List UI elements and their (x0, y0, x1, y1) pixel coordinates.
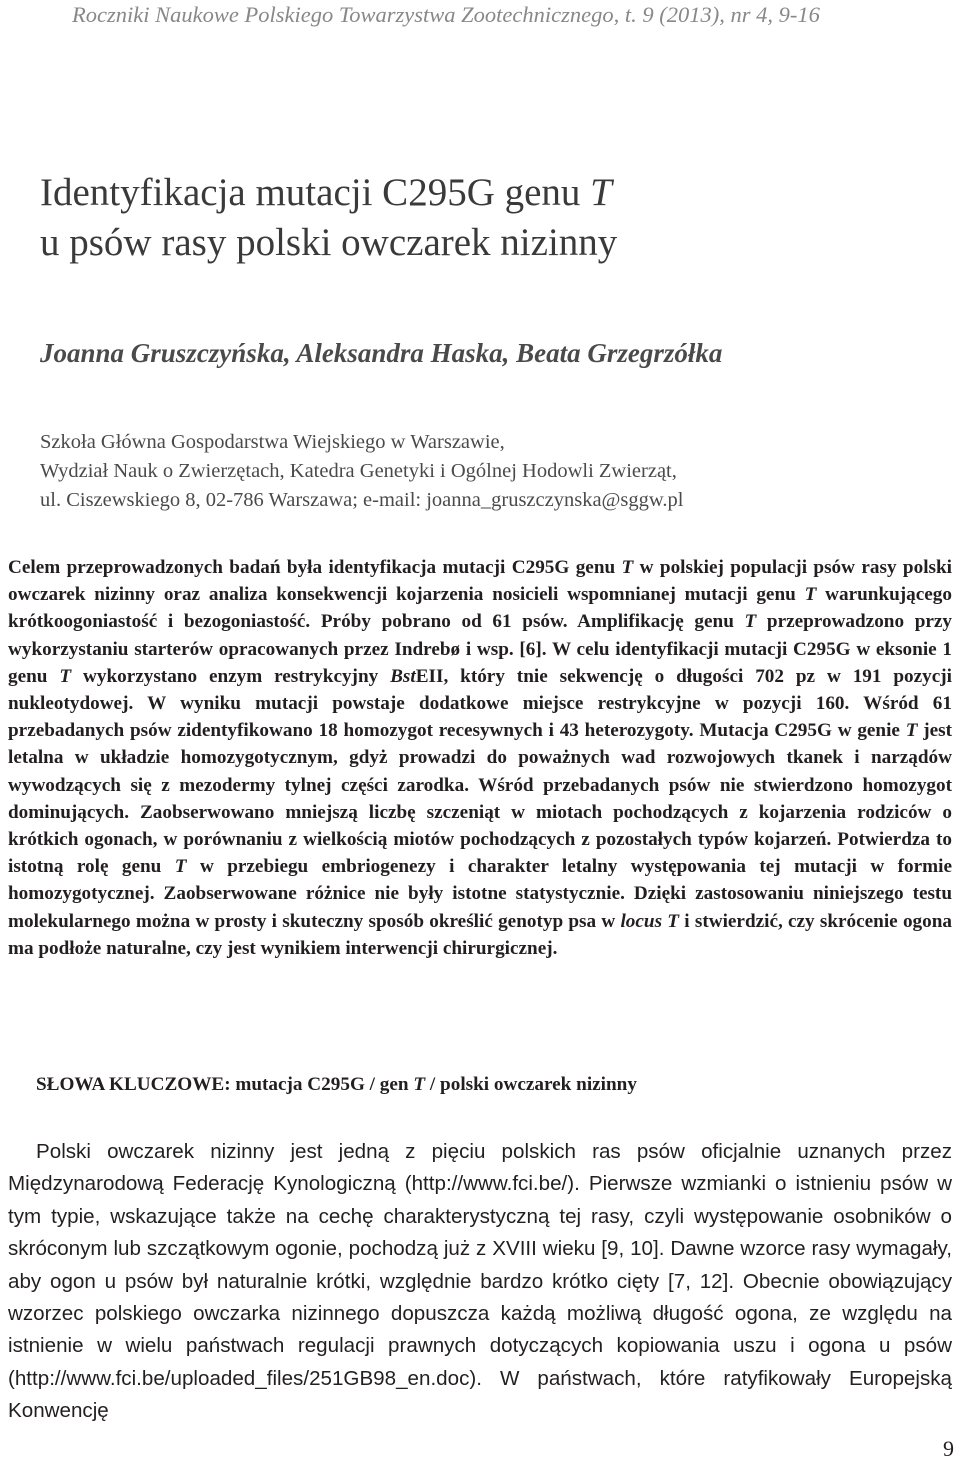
gene-symbol: T (59, 665, 72, 687)
gene-symbol: T (174, 856, 187, 878)
article-title (40, 168, 940, 268)
keywords-text-end: / polski owczarek nizinny (425, 1074, 637, 1095)
page-number: 9 (943, 1436, 954, 1461)
enzyme-name: Bst (390, 665, 416, 687)
author-list: Joanna Gruszczyńska, Aleksandra Haska, Beata Grzegrzółka (40, 338, 723, 368)
body-paragraph: Polski owczarek nizinny jest jedną z pięciu polskich ras psów oficjalnie uznanych przez Międzynarodową Federację Kynologiczną (http://www.fci.be/). Pierwsze wzmianki o istnieniu psów w tym typie, wskazujące także na cechę charakterystyczną tej rasy, czyli występowanie osobników o skróconym lub szczątkowym ogonie, pochodzą już z XVIII wieku [9, 10]. Dawne wzorce rasy wymagały, aby ogon u psów był naturalnie krótki, względnie bardzo krótko cięty [7, 12]. Obecnie obowiązujący wzorzec polskiego owczarka nizinnego dopuszcza każdą możliwą długość ogona, ze względu na istnienie w wielu państwach regulacji prawnych dotyczących kopiowania uszu i ogona u psów (http://www.fci.be/uploaded_files/251GB98_en.doc). W państwach, które ratyfikowały Europejską Konwencję (8, 1140, 952, 1423)
gene-symbol: T (744, 611, 757, 633)
title-gene-symbol: T (590, 171, 612, 214)
gene-symbol: T (905, 720, 918, 742)
abstract-text: przeprowadzono przy wykorzystaniu starterów opracowanych przez Indrebø i wsp. [6]. W celu identyfikacji mutacji C295G w eksonie 1 genu (8, 611, 952, 687)
abstract-text: i stwierdzić, czy skrócenie ogona ma podłoże naturalne, czy jest wynikiem interwencji chirurgicznej. (8, 910, 952, 959)
keywords-gene-symbol: T (413, 1074, 426, 1095)
gene-symbol: T (621, 557, 634, 578)
affiliation-line-1: Szkoła Główna Gospodarstwa Wiejskiego w Warszawie, (40, 431, 505, 453)
affiliation-line-2: Wydział Nauk o Zwierzętach, Katedra Genetyki i Ogólnej Hodowli Zwierząt, (40, 460, 677, 482)
title-line-2: u psów rasy polski owczarek nizinny (40, 221, 618, 264)
abstract-text: wykorzystano enzym restrykcyjny (71, 665, 391, 687)
abstract-text: jest letalna w układzie homozygotycznym, gdyż prowadzi do poważnych wad rozwojowych tkanek i narządów wywodzących się z mezodermy tylnej części zarodka. Wśród przebadanych psów nie stwierdzono homozygot dominujących. Zaobserwowano mniejszą liczbę szczeniąt w miotach pochodzących z kojarzenia rodziców o krótkich ogonach, w porównaniu z wielkością miotów pochodzących z pozostałych typów kojarzeń. Potwierdza to istotną rolę genu (8, 720, 952, 878)
keywords-text: SŁOWA KLUCZOWE: mutacja C295G / gen (36, 1074, 414, 1095)
abstract-text: warunkującego krótkoogoniastość i bezogoniastość. Próby pobrano od 61 psów. Amplifikację genu (8, 584, 952, 633)
gene-symbol: T (804, 584, 817, 606)
locus-term: locus T (620, 910, 680, 932)
abstract-text: EII, który tnie sekwencję o długości 702 pz w 191 pozycji nukleotydowej. W wyniku mutacji powstaje dodatkowe miejsce restrykcyjne w pozycji 160. Wśród 61 przebadanych psów zidentyfikowano 18 homozygot recesywnych i 43 heterozygoty. Mutacja C295G w genie (8, 665, 952, 742)
abstract-text: Celem przeprowadzonych badań była identyfikacja mutacji C295G genu (8, 557, 622, 578)
title-line-1-text: Identyfikacja mutacji C295G genu (40, 171, 591, 214)
title-line-1 (40, 168, 940, 218)
journal-header: Roczniki Naukowe Polskiego Towarzystwa Zootechnicznego, t. 9 (2013), nr 4, 9-16 (72, 2, 820, 27)
affiliation-line-3: ul. Ciszewskiego 8, 02-786 Warszawa; e-mail: joanna_gruszczynska@sggw.pl (40, 489, 684, 511)
affiliation (40, 428, 940, 515)
abstract-text: w przebiegu embriogenezy i charakter letalny występowania tej mutacji w formie homozygotycznej. Zaobserwowane różnice nie były istotne statystycznie. Dzięki zastosowaniu niniejszego testu molekularnego można w prosty i skuteczny sposób określić genotyp psa w (8, 856, 952, 932)
abstract-text: w polskiej populacji psów rasy polski owczarek nizinny oraz analiza konsekwencji kojarzenia nosicieli wspomnianej mutacji genu (8, 557, 952, 606)
abstract (8, 554, 952, 962)
keywords (36, 1074, 952, 1096)
